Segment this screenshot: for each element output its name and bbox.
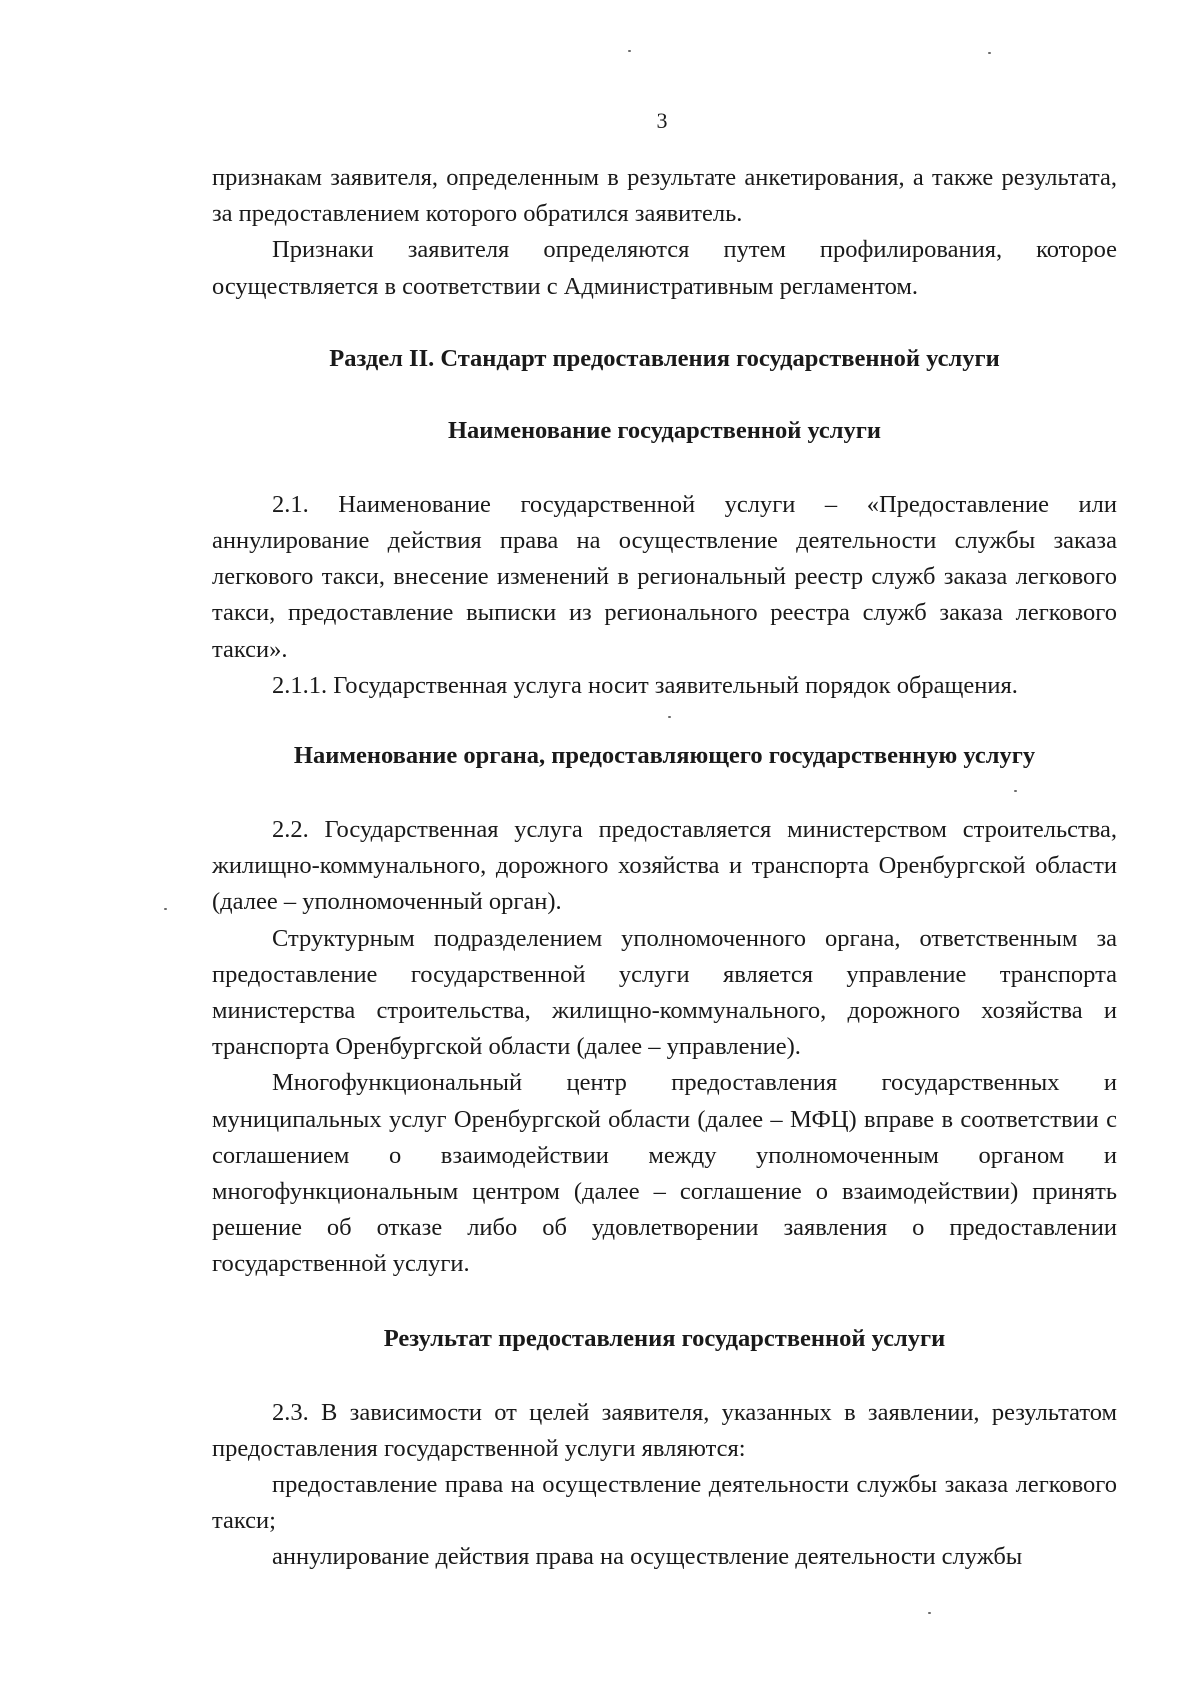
paragraph-mfc: Многофункциональный центр предоставления государственных и муниципальных услуг Оренбургской области (далее – МФЦ) вправе в соответствии с соглашением о взаимодействии между уполномоченным органом и многофункциональным центром (далее – соглашение о взаимодействии) принять решение об отказе либо об удовлетворении заявления о предоставлении государственной услуги. (212, 1069, 1117, 1278)
paragraph-result-item-1: предоставление права на осуществление деятельности службы заказа легкового такси; (212, 1471, 1117, 1535)
heading-authority: Наименование органа, предоставляющего государственную услугу (293, 742, 1036, 770)
scan-speck (1014, 790, 1017, 792)
section-title: Раздел II. Стандарт предоставления государственной услуги (329, 344, 1000, 372)
scan-speck (928, 1612, 931, 1614)
paragraph-2-3: 2.3. В зависимости от целей заявителя, указанных в заявлении, результатом предоставления государственной услуги являются: (212, 1398, 1117, 1462)
scan-speck (628, 50, 631, 52)
document-body (212, 160, 1117, 1576)
paragraph-2-2: 2.2. Государственная услуга предоставляется министерством строительства, жилищно-коммунального, дорожного хозяйства и транспорта Оренбургской области (далее – уполномоченный орган). (212, 816, 1117, 916)
paragraph-intro-2: Признаки заявителя определяются путем профилирования, которое осуществляется в соответствии с Административным регламентом. (212, 236, 1117, 300)
paragraph-intro-1: признакам заявителя, определенным в результате анкетирования, а также результата, за предоставлением которого обратился заявитель. (212, 164, 1117, 228)
paragraph-structural-unit: Структурным подразделением уполномоченного органа, ответственным за предоставление государственной услуги является управление транспорта министерства строительства, жилищно-коммунального, дорожного хозяйства и транспорта Оренбургской области (далее – управление). (212, 924, 1117, 1061)
scan-speck (988, 52, 991, 54)
scan-speck (668, 716, 671, 718)
paragraph-2-1: 2.1. Наименование государственной услуги – «Предоставление или аннулирование действия права на осуществление деятельности службы заказа легкового такси, внесение изменений в региональный реестр служб заказа легкового такси, предоставление выписки из регионального реестра служб заказа легкового такси». (212, 490, 1117, 663)
scan-speck (164, 908, 167, 910)
paragraph-2-1-1: 2.1.1. Государственная услуга носит заявительный порядок обращения. (272, 671, 1018, 699)
heading-service-name: Наименование государственной услуги (447, 416, 882, 444)
heading-result: Результат предоставления государственной услуги (383, 1324, 946, 1352)
page-number: 3 (656, 108, 668, 133)
paragraph-result-item-2: аннулирование действия права на осуществление деятельности службы (272, 1543, 1023, 1571)
